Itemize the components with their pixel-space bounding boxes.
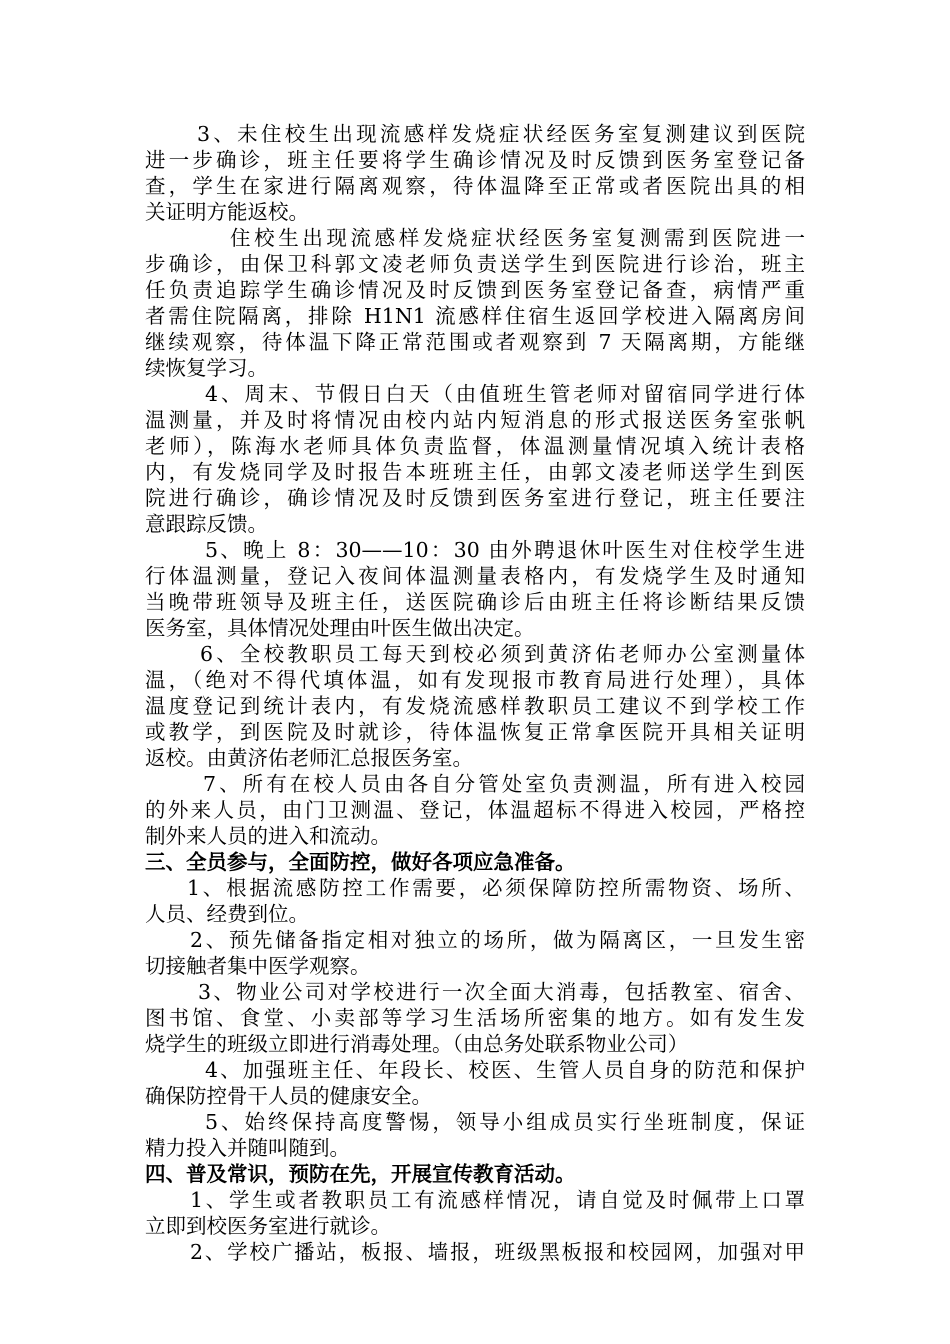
boarding-line-2: 步确诊，由保卫科郭文凌老师负责送学生到医院进行诊治，班主 — [145, 252, 805, 276]
para6-line-1: 6、全校教职员工每天到校必须到黄济佑老师办公室测量体 — [200, 642, 805, 666]
para4-line-6: 意跟踪反馈。 — [145, 512, 268, 536]
para5-line-3: 当晚带班领导及班主任，送医院确诊后由班主任将诊断结果反馈 — [145, 590, 805, 614]
boarding-line-6: 续恢复学习。 — [145, 356, 268, 380]
para4-line-4: 内，有发烧同学及时报告本班班主任，由郭文凌老师送学生到医 — [145, 460, 805, 484]
para6-line-2: 温，（绝对不得代填体温，如有发现报市教育局进行处理），具体 — [145, 668, 805, 692]
boarding-line-5: 继续观察，待体温下降正常范围或者观察到 7 天隔离期，方能继 — [145, 330, 805, 354]
para4-line-5: 院进行确诊，确诊情况及时反馈到医务室进行登记，班主任要注 — [145, 486, 805, 510]
para3-line-4: 关证明方能返校。 — [145, 200, 309, 224]
para5-line-1: 5、晚上 8：30——10：30 由外聘退休叶医生对住校学生进 — [205, 538, 805, 562]
s3-item5-line-2: 精力投入并随叫随到。 — [145, 1136, 350, 1160]
para3-line-3: 查，学生在家进行隔离观察，待体温降至正常或者医院出具的相 — [145, 174, 805, 198]
boarding-line-3: 任负责追踪学生确诊情况及时反馈到医务室登记备查，病情严重 — [145, 278, 805, 302]
s3-item4-line-1: 4、加强班主任、年段长、校医、生管人员自身的防范和保护 — [205, 1058, 805, 1082]
para7-line-3: 制外来人员的进入和流动。 — [145, 824, 391, 848]
s3-item5-line-1: 5、始终保持高度警惕，领导小组成员实行坐班制度，保证 — [205, 1110, 805, 1134]
para4-line-3: 老师），陈海水老师具体负责监督，体温测量情况填入统计表格 — [145, 434, 805, 458]
s3-item4-line-2: 确保防控骨干人员的健康安全。 — [145, 1084, 432, 1108]
section-four-heading: 四、普及常识，预防在先，开展宣传教育活动。 — [145, 1162, 576, 1186]
para6-line-5: 返校。由黄济佑老师汇总报医务室。 — [145, 746, 473, 770]
s3-item3-line-1: 3、物业公司对学校进行一次全面大消毒，包括教室、宿舍、 — [198, 980, 805, 1004]
para4-line-2: 温测量，并及时将情况由校内站内短消息的形式报送医务室张帆 — [145, 408, 805, 432]
para7-line-1: 7、所有在校人员由各自分管处室负责测温，所有进入校园 — [203, 772, 805, 796]
s3-item1-line-1: 1、根据流感防控工作需要，必须保障防控所需物资、场所、 — [187, 876, 805, 900]
para5-line-2: 行体温测量，登记入夜间体温测量表格内，有发烧学生及时通知 — [145, 564, 805, 588]
para5-line-4: 医务室，具体情况处理由叶医生做出决定。 — [145, 616, 535, 640]
para7-line-2: 的外来人员，由门卫测温、登记，体温超标不得进入校园，严格控 — [145, 798, 805, 822]
para3-line-1: 3、未住校生出现流感样发烧症状经医务室复测建议到医院 — [197, 122, 805, 146]
para6-line-4: 或教学，到医院及时就诊，待体温恢复正常拿医院开具相关证明 — [145, 720, 805, 744]
s3-item2-line-1: 2、预先储备指定相对独立的场所，做为隔离区，一旦发生密 — [190, 928, 805, 952]
boarding-line-1: 住校生出现流感样发烧症状经医务室复测需到医院进一 — [230, 226, 805, 250]
s4-item1-line-1: 1、学生或者教职员工有流感样情况，请自觉及时佩带上口罩 — [190, 1188, 805, 1212]
s3-item3-line-2: 图书馆、食堂、小卖部等学习生活场所密集的地方。如有发生发 — [145, 1006, 805, 1030]
para6-line-3: 温度登记到统计表内，有发烧流感样教职员工建议不到学校工作 — [145, 694, 805, 718]
para4-line-1: 4、周末、节假日白天（由值班生管老师对留宿同学进行体 — [205, 382, 805, 406]
boarding-line-4: 者需住院隔离，排除 H1N1 流感样住宿生返回学校进入隔离房间 — [145, 304, 805, 328]
para3-line-2: 进一步确诊，班主任要将学生确诊情况及时反馈到医务室登记备 — [145, 148, 805, 172]
s4-item2-line-1: 2、学校广播站，板报、墙报，班级黑板报和校园网，加强对甲 — [190, 1240, 805, 1264]
s3-item3-line-3: 烧学生的班级立即进行消毒处理。（由总务处联系物业公司） — [145, 1032, 689, 1056]
s3-item1-line-2: 人员、经费到位。 — [145, 902, 309, 926]
s3-item2-line-2: 切接触者集中医学观察。 — [145, 954, 371, 978]
section-three-heading: 三、全员参与，全面防控，做好各项应急准备。 — [145, 850, 576, 874]
s4-item1-line-2: 立即到校医务室进行就诊。 — [145, 1214, 391, 1238]
